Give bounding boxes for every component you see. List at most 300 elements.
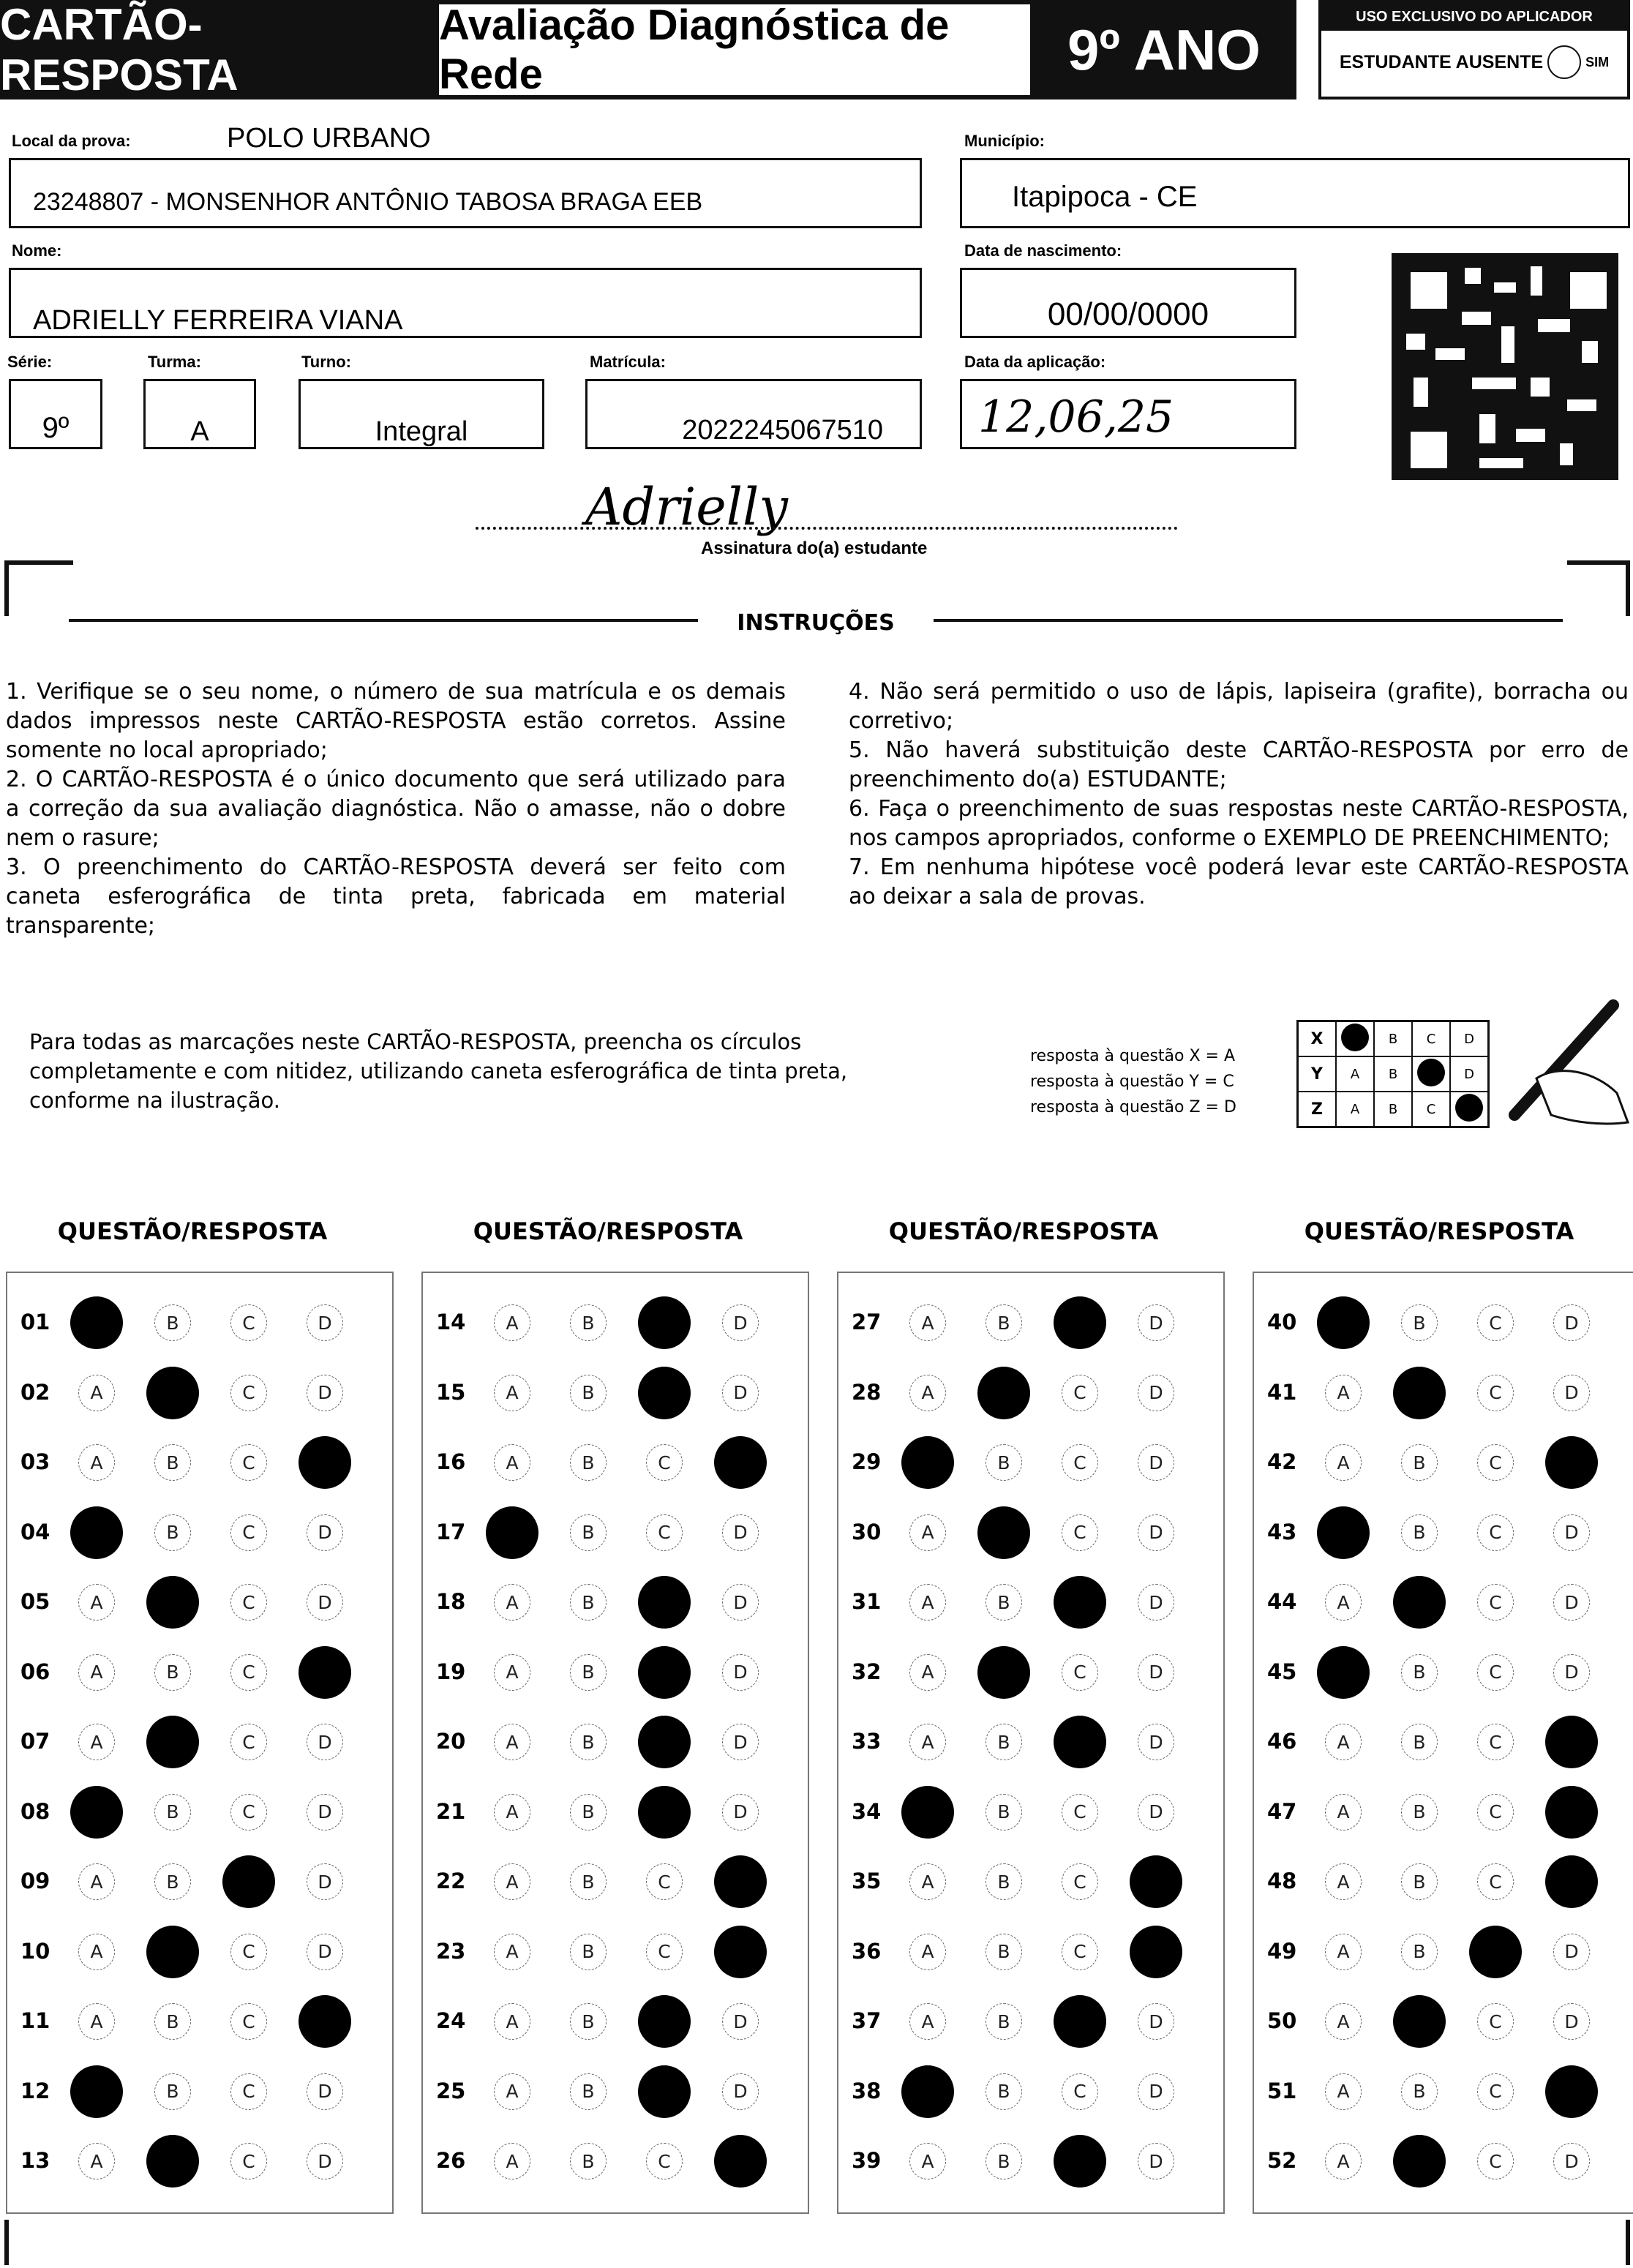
answer-bubble[interactable]: A bbox=[78, 2003, 115, 2040]
answer-bubble-filled[interactable] bbox=[1317, 1646, 1370, 1699]
answer-bubble-filled[interactable] bbox=[146, 1367, 199, 1419]
answer-bubble-filled[interactable] bbox=[70, 1506, 123, 1559]
answer-bubble-filled[interactable] bbox=[901, 1436, 954, 1489]
answer-bubble-filled[interactable] bbox=[1469, 1926, 1522, 1978]
question-number: 21 bbox=[436, 1798, 466, 1824]
answer-bubble[interactable]: B bbox=[154, 2073, 191, 2110]
answer-bubble-filled[interactable] bbox=[638, 1995, 691, 2048]
answer-bubble[interactable]: B bbox=[986, 2143, 1022, 2179]
aplicacao-value: 12,06,25 bbox=[978, 391, 1174, 443]
question-number: 22 bbox=[436, 1869, 466, 1893]
answer-bubble[interactable]: B bbox=[986, 1934, 1022, 1970]
question-number: 41 bbox=[1267, 1379, 1297, 1405]
answer-bubble[interactable]: D bbox=[1553, 1304, 1590, 1341]
answer-bubble-filled[interactable] bbox=[1393, 2135, 1446, 2188]
answer-bubble-filled[interactable] bbox=[1130, 1855, 1182, 1908]
example-question: X bbox=[1298, 1021, 1337, 1057]
answer-bubble[interactable]: D bbox=[722, 1514, 759, 1551]
answer-row bbox=[7, 1288, 392, 1358]
answer-bubble[interactable]: A bbox=[1325, 1584, 1362, 1621]
answer-bubble[interactable]: C bbox=[646, 1863, 683, 1900]
answer-bubble[interactable]: C bbox=[230, 1444, 267, 1481]
answer-bubble[interactable]: B bbox=[154, 1444, 191, 1481]
example-option: D bbox=[1450, 1056, 1489, 1092]
answer-bubble[interactable]: A bbox=[494, 2143, 530, 2179]
answer-bubble[interactable]: C bbox=[230, 1514, 267, 1551]
answer-bubble[interactable]: D bbox=[1138, 1654, 1174, 1691]
answer-bubble[interactable]: C bbox=[230, 1654, 267, 1691]
answer-bubble-filled[interactable] bbox=[146, 1716, 199, 1768]
answer-bubble[interactable]: C bbox=[1477, 1304, 1514, 1341]
answer-bubble[interactable]: C bbox=[1062, 1514, 1098, 1551]
answer-bubble-filled[interactable] bbox=[714, 1436, 767, 1489]
answer-row bbox=[7, 1567, 392, 1637]
answer-bubble[interactable]: D bbox=[1138, 2073, 1174, 2110]
answer-bubble[interactable]: D bbox=[1553, 1654, 1590, 1691]
answer-bubble[interactable]: A bbox=[494, 1934, 530, 1970]
answer-bubble[interactable]: B bbox=[1401, 1444, 1438, 1481]
answer-row bbox=[1254, 1567, 1633, 1637]
answer-bubble[interactable]: B bbox=[1401, 1934, 1438, 1970]
example-option: A bbox=[1336, 1092, 1374, 1127]
pen-illustration bbox=[1493, 998, 1632, 1152]
answer-bubble[interactable]: C bbox=[1477, 2073, 1514, 2110]
question-number: 31 bbox=[852, 1589, 882, 1614]
answer-bubble[interactable]: A bbox=[494, 2003, 530, 2040]
answer-bubble[interactable]: B bbox=[570, 1584, 607, 1621]
fill-note: Para todas as marcações neste CARTÃO-RESPOSTA, preencha os círculos completamente e com nitidez, utilizando caneta esferográfica de tinta preta, conforme na ilustração. bbox=[29, 1029, 848, 1113]
answer-row bbox=[838, 1567, 1223, 1637]
instruction-7: 7. Em nenhuma hipótese você poderá levar este CARTÃO-RESPOSTA ao deixar a sala de provas. bbox=[849, 855, 1629, 909]
answer-bubble[interactable]: B bbox=[570, 1514, 607, 1551]
question-number: 09 bbox=[20, 1869, 50, 1893]
matricula-label: Matrícula: bbox=[590, 353, 666, 371]
answer-bubble[interactable]: D bbox=[722, 1375, 759, 1411]
answer-bubble[interactable]: B bbox=[986, 1584, 1022, 1621]
answer-bubble[interactable]: D bbox=[307, 1794, 343, 1830]
answer-bubble-filled[interactable] bbox=[1545, 2065, 1598, 2118]
answer-bubble[interactable]: A bbox=[909, 1584, 946, 1621]
answer-bubble[interactable]: B bbox=[1401, 1654, 1438, 1691]
answer-bubble[interactable]: A bbox=[1325, 2073, 1362, 2110]
answer-bubble[interactable]: D bbox=[307, 1375, 343, 1411]
answer-row bbox=[7, 1777, 392, 1847]
example-filled-bubble bbox=[1412, 1056, 1450, 1092]
answer-row bbox=[423, 1917, 808, 1987]
example-option: C bbox=[1412, 1092, 1450, 1127]
answer-bubble[interactable]: A bbox=[909, 2143, 946, 2179]
answer-bubble[interactable]: B bbox=[1401, 1794, 1438, 1830]
answer-bubble-filled[interactable] bbox=[714, 1926, 767, 1978]
answer-bubble-filled[interactable] bbox=[1545, 1855, 1598, 1908]
answer-bubble[interactable]: A bbox=[1325, 1863, 1362, 1900]
turno-label: Turno: bbox=[301, 353, 352, 371]
answer-bubble[interactable]: A bbox=[78, 1654, 115, 1691]
question-number: 51 bbox=[1267, 2078, 1297, 2103]
question-number: 39 bbox=[852, 2148, 882, 2173]
answer-bubble[interactable]: C bbox=[1477, 2003, 1514, 2040]
instructions-left bbox=[6, 677, 786, 941]
answer-bubble-filled[interactable] bbox=[638, 1786, 691, 1839]
answer-bubble-filled[interactable] bbox=[1393, 1995, 1446, 2048]
answer-grid bbox=[421, 1272, 809, 2214]
signature-line bbox=[476, 527, 1178, 530]
answer-row bbox=[1254, 2126, 1633, 2196]
answer-bubble[interactable]: B bbox=[986, 1863, 1022, 1900]
question-number: 46 bbox=[1267, 1729, 1297, 1754]
answer-bubble-filled[interactable] bbox=[222, 1855, 275, 1908]
answer-bubble-filled[interactable] bbox=[1054, 2135, 1106, 2188]
answer-bubble[interactable]: A bbox=[1325, 1794, 1362, 1830]
grid-title: QUESTÃO/RESPOSTA bbox=[888, 1217, 1159, 1245]
example-option: D bbox=[1450, 1021, 1489, 1057]
answer-bubble[interactable]: C bbox=[1477, 1863, 1514, 1900]
answer-bubble[interactable]: B bbox=[570, 1863, 607, 1900]
example-captions bbox=[1030, 1043, 1236, 1120]
answer-bubble[interactable]: C bbox=[230, 2073, 267, 2110]
answer-bubble[interactable]: A bbox=[494, 1375, 530, 1411]
turno-field bbox=[299, 379, 544, 449]
answer-bubble[interactable]: A bbox=[909, 1375, 946, 1411]
answer-bubble[interactable]: D bbox=[1553, 1375, 1590, 1411]
question-number: 13 bbox=[20, 2148, 50, 2173]
answer-bubble[interactable]: D bbox=[307, 1724, 343, 1760]
answer-bubble[interactable]: A bbox=[494, 1724, 530, 1760]
instructions-right bbox=[849, 677, 1629, 912]
answer-row bbox=[838, 1358, 1223, 1428]
answer-row bbox=[838, 1777, 1223, 1847]
answer-bubble[interactable]: C bbox=[230, 1304, 267, 1341]
answer-row bbox=[7, 1498, 392, 1568]
answer-bubble[interactable]: C bbox=[230, 1934, 267, 1970]
turno-value: Integral bbox=[375, 416, 468, 447]
answer-bubble[interactable]: D bbox=[1553, 1584, 1590, 1621]
answer-bubble[interactable]: A bbox=[1325, 2143, 1362, 2179]
answer-bubble-filled[interactable] bbox=[901, 1786, 954, 1839]
answer-bubble[interactable]: D bbox=[1138, 1724, 1174, 1760]
answer-bubble[interactable]: A bbox=[1325, 1375, 1362, 1411]
answer-bubble[interactable]: C bbox=[1062, 1863, 1098, 1900]
answer-row bbox=[1254, 1847, 1633, 1917]
instructions-rule bbox=[69, 619, 698, 622]
answer-bubble[interactable]: B bbox=[570, 1304, 607, 1341]
turma-field bbox=[143, 379, 256, 449]
answer-bubble-filled[interactable] bbox=[714, 2135, 767, 2188]
example-caption-x: resposta à questão X = A bbox=[1030, 1047, 1236, 1065]
answer-bubble[interactable]: D bbox=[1138, 2143, 1174, 2179]
answer-bubble[interactable]: A bbox=[494, 1444, 530, 1481]
answer-bubble[interactable]: A bbox=[1325, 2003, 1362, 2040]
answer-bubble[interactable]: B bbox=[154, 1304, 191, 1341]
answer-bubble[interactable]: A bbox=[494, 1584, 530, 1621]
answer-bubble-filled[interactable] bbox=[1054, 1716, 1106, 1768]
answer-bubble[interactable]: B bbox=[986, 1724, 1022, 1760]
answer-bubble-filled[interactable] bbox=[638, 1296, 691, 1349]
answer-row bbox=[423, 1567, 808, 1637]
answer-bubble[interactable]: C bbox=[230, 1375, 267, 1411]
answer-bubble[interactable]: A bbox=[78, 1375, 115, 1411]
answer-bubble[interactable]: C bbox=[230, 2003, 267, 2040]
answer-bubble-filled[interactable] bbox=[70, 1786, 123, 1839]
answer-bubble[interactable]: A bbox=[909, 1654, 946, 1691]
answer-bubble[interactable]: B bbox=[570, 2143, 607, 2179]
answer-bubble[interactable]: C bbox=[1062, 2073, 1098, 2110]
grade-label: 9º ANO bbox=[1032, 0, 1296, 99]
answer-bubble[interactable]: D bbox=[1138, 2003, 1174, 2040]
answer-bubble[interactable]: D bbox=[1553, 1934, 1590, 1970]
answer-bubble[interactable]: B bbox=[570, 1934, 607, 1970]
answer-bubble[interactable]: A bbox=[494, 1863, 530, 1900]
answer-bubble[interactable]: D bbox=[722, 2003, 759, 2040]
answer-bubble[interactable]: D bbox=[307, 2143, 343, 2179]
answer-bubble[interactable]: B bbox=[154, 2003, 191, 2040]
answer-grid bbox=[837, 1272, 1225, 2214]
question-number: 33 bbox=[852, 1729, 882, 1754]
question-number: 26 bbox=[436, 2148, 466, 2173]
example-option: C bbox=[1412, 1021, 1450, 1057]
question-number: 27 bbox=[852, 1310, 882, 1334]
answer-bubble[interactable]: B bbox=[570, 1724, 607, 1760]
answer-bubble[interactable]: C bbox=[1062, 1794, 1098, 1830]
nascimento-label: Data de nascimento: bbox=[964, 241, 1122, 260]
municipio-value: Itapipoca - CE bbox=[1012, 181, 1198, 213]
answer-bubble[interactable]: B bbox=[154, 1794, 191, 1830]
matricula-field bbox=[585, 379, 922, 449]
example-filled-bubble bbox=[1450, 1092, 1489, 1127]
answer-row bbox=[423, 2057, 808, 2127]
answer-bubble[interactable]: A bbox=[494, 1794, 530, 1830]
answer-bubble-filled[interactable] bbox=[1317, 1296, 1370, 1349]
school-field bbox=[9, 158, 922, 228]
answer-bubble[interactable]: C bbox=[646, 1444, 683, 1481]
question-number: 32 bbox=[852, 1659, 882, 1684]
answer-bubble[interactable]: C bbox=[1477, 1444, 1514, 1481]
answer-bubble[interactable]: C bbox=[1477, 1654, 1514, 1691]
answer-bubble-filled[interactable] bbox=[638, 1576, 691, 1629]
answer-bubble[interactable]: D bbox=[722, 2073, 759, 2110]
local-value: POLO URBANO bbox=[227, 123, 431, 154]
answer-bubble-filled[interactable] bbox=[146, 2135, 199, 2188]
answer-bubble[interactable]: D bbox=[1138, 1444, 1174, 1481]
answer-bubble[interactable]: C bbox=[1477, 1584, 1514, 1621]
answer-bubble[interactable]: D bbox=[722, 1724, 759, 1760]
answer-bubble[interactable]: A bbox=[1325, 1724, 1362, 1760]
answer-bubble[interactable]: B bbox=[986, 1304, 1022, 1341]
answer-bubble[interactable]: D bbox=[307, 2073, 343, 2110]
answer-bubble[interactable]: B bbox=[154, 1654, 191, 1691]
example-option: A bbox=[1336, 1056, 1374, 1092]
answer-bubble[interactable]: A bbox=[78, 1444, 115, 1481]
answer-bubble[interactable]: B bbox=[570, 2003, 607, 2040]
question-number: 10 bbox=[20, 1938, 50, 1964]
answer-bubble[interactable]: D bbox=[307, 1863, 343, 1900]
answer-bubble[interactable]: D bbox=[1553, 1514, 1590, 1551]
answer-bubble[interactable]: B bbox=[986, 2073, 1022, 2110]
answer-bubble-filled[interactable] bbox=[977, 1367, 1030, 1419]
answer-bubble[interactable]: B bbox=[570, 1375, 607, 1411]
answer-bubble[interactable]: A bbox=[909, 2003, 946, 2040]
answer-bubble[interactable]: C bbox=[1062, 1654, 1098, 1691]
answer-bubble[interactable]: B bbox=[1401, 1863, 1438, 1900]
answer-bubble[interactable]: D bbox=[722, 1584, 759, 1621]
answer-bubble[interactable]: A bbox=[78, 2143, 115, 2179]
corner-mark bbox=[1567, 560, 1630, 616]
answer-bubble[interactable]: D bbox=[722, 1304, 759, 1341]
answer-bubble-filled[interactable] bbox=[638, 1367, 691, 1419]
answer-bubble[interactable]: A bbox=[909, 1934, 946, 1970]
answer-bubble[interactable]: C bbox=[230, 1794, 267, 1830]
absent-checkbox[interactable] bbox=[1547, 45, 1581, 79]
answer-row bbox=[1254, 1288, 1633, 1358]
answer-row bbox=[7, 2126, 392, 2196]
answer-row bbox=[838, 1917, 1223, 1987]
answer-bubble-filled[interactable] bbox=[1545, 1436, 1598, 1489]
instructions-rule bbox=[934, 619, 1563, 622]
answer-bubble-filled[interactable] bbox=[146, 1926, 199, 1978]
answer-bubble[interactable]: D bbox=[1138, 1375, 1174, 1411]
answer-bubble-filled[interactable] bbox=[1545, 1786, 1598, 1839]
answer-bubble[interactable]: D bbox=[307, 1514, 343, 1551]
answer-row bbox=[1254, 1707, 1633, 1777]
answer-bubble[interactable]: A bbox=[494, 1654, 530, 1691]
serie-value: 9º bbox=[42, 412, 70, 444]
answer-bubble[interactable]: C bbox=[230, 2143, 267, 2179]
answer-row bbox=[1254, 1917, 1633, 1987]
answer-bubble[interactable]: C bbox=[1477, 1375, 1514, 1411]
answer-bubble[interactable]: A bbox=[909, 1863, 946, 1900]
answer-bubble[interactable]: D bbox=[1138, 1304, 1174, 1341]
answer-bubble[interactable]: A bbox=[78, 1724, 115, 1760]
answer-bubble[interactable]: A bbox=[1325, 1934, 1362, 1970]
answer-bubble[interactable]: B bbox=[570, 2073, 607, 2110]
answer-bubble[interactable]: B bbox=[1401, 2073, 1438, 2110]
answer-bubble[interactable]: A bbox=[909, 1724, 946, 1760]
nome-label: Nome: bbox=[12, 241, 62, 260]
answer-bubble-filled[interactable] bbox=[70, 1296, 123, 1349]
answer-bubble[interactable]: A bbox=[494, 2073, 530, 2110]
serie-label: Série: bbox=[7, 353, 53, 371]
answer-bubble[interactable]: C bbox=[1062, 1375, 1098, 1411]
answer-bubble-filled[interactable] bbox=[638, 1646, 691, 1699]
answer-bubble-filled[interactable] bbox=[1393, 1367, 1446, 1419]
answer-bubble-filled[interactable] bbox=[1054, 1995, 1106, 2048]
answer-bubble-filled[interactable] bbox=[1317, 1506, 1370, 1559]
answer-bubble[interactable]: A bbox=[909, 1514, 946, 1551]
answer-row bbox=[423, 1427, 808, 1498]
answer-bubble-filled[interactable] bbox=[1054, 1576, 1106, 1629]
answer-bubble[interactable]: B bbox=[986, 1444, 1022, 1481]
answer-bubble[interactable]: A bbox=[78, 1934, 115, 1970]
answer-bubble[interactable]: D bbox=[722, 1654, 759, 1691]
answer-bubble[interactable]: D bbox=[1553, 2003, 1590, 2040]
answer-bubble[interactable]: A bbox=[1325, 1444, 1362, 1481]
answer-bubble[interactable]: B bbox=[570, 1794, 607, 1830]
answer-bubble[interactable]: B bbox=[1401, 1304, 1438, 1341]
answer-bubble-filled[interactable] bbox=[70, 2065, 123, 2118]
answer-bubble[interactable]: A bbox=[78, 1584, 115, 1621]
answer-row bbox=[423, 2126, 808, 2196]
question-number: 28 bbox=[852, 1379, 882, 1405]
answer-bubble[interactable]: D bbox=[1138, 1584, 1174, 1621]
answer-bubble-filled[interactable] bbox=[638, 2065, 691, 2118]
answer-bubble[interactable]: C bbox=[1477, 1514, 1514, 1551]
nome-value: ADRIELLY FERREIRA VIANA bbox=[33, 305, 403, 336]
answer-row bbox=[423, 1847, 808, 1917]
answer-bubble-filled[interactable] bbox=[299, 1995, 351, 2048]
answer-bubble[interactable]: B bbox=[570, 1654, 607, 1691]
answer-row bbox=[7, 1986, 392, 2057]
answer-bubble[interactable]: D bbox=[307, 1934, 343, 1970]
answer-bubble[interactable]: C bbox=[646, 1514, 683, 1551]
answer-row bbox=[423, 1637, 808, 1708]
example-option: B bbox=[1374, 1021, 1412, 1057]
question-number: 15 bbox=[436, 1379, 466, 1405]
corner-mark bbox=[4, 560, 73, 616]
answer-bubble-filled[interactable] bbox=[1130, 1926, 1182, 1978]
answer-bubble-filled[interactable] bbox=[1054, 1296, 1106, 1349]
filled-dot bbox=[1341, 1024, 1369, 1051]
question-number: 40 bbox=[1267, 1310, 1297, 1334]
example-row bbox=[1298, 1021, 1489, 1057]
answer-bubble-filled[interactable] bbox=[714, 1855, 767, 1908]
qr-code bbox=[1392, 253, 1618, 480]
answer-bubble[interactable]: C bbox=[1477, 2143, 1514, 2179]
answer-bubble[interactable]: D bbox=[722, 1794, 759, 1830]
answer-bubble[interactable]: A bbox=[78, 1863, 115, 1900]
answer-bubble-filled[interactable] bbox=[1393, 1576, 1446, 1629]
answer-bubble[interactable]: D bbox=[307, 1304, 343, 1341]
answer-bubble[interactable]: B bbox=[154, 1514, 191, 1551]
answer-bubble-filled[interactable] bbox=[977, 1506, 1030, 1559]
question-number: 06 bbox=[20, 1659, 50, 1684]
aplicacao-field bbox=[960, 379, 1296, 449]
answer-row bbox=[838, 1637, 1223, 1708]
aplicacao-label: Data da aplicação: bbox=[964, 353, 1106, 371]
answer-bubble[interactable]: D bbox=[1553, 2143, 1590, 2179]
answer-bubble[interactable]: C bbox=[1062, 1934, 1098, 1970]
answer-bubble-filled[interactable] bbox=[977, 1646, 1030, 1699]
answer-row bbox=[423, 1498, 808, 1568]
answer-row bbox=[7, 1707, 392, 1777]
answer-bubble[interactable]: B bbox=[1401, 1514, 1438, 1551]
answer-bubble[interactable]: D bbox=[307, 1584, 343, 1621]
answer-bubble[interactable]: B bbox=[570, 1444, 607, 1481]
answer-bubble-filled[interactable] bbox=[901, 2065, 954, 2118]
answer-bubble[interactable]: B bbox=[1401, 1724, 1438, 1760]
answer-bubble-filled[interactable] bbox=[146, 1576, 199, 1629]
answer-bubble-filled[interactable] bbox=[638, 1716, 691, 1768]
answer-bubble[interactable]: D bbox=[1138, 1514, 1174, 1551]
answer-bubble[interactable]: C bbox=[230, 1724, 267, 1760]
answer-bubble-filled[interactable] bbox=[299, 1436, 351, 1489]
answer-bubble[interactable]: C bbox=[1477, 1724, 1514, 1760]
answer-bubble[interactable]: A bbox=[494, 1304, 530, 1341]
answer-bubble[interactable]: C bbox=[646, 2143, 683, 2179]
answer-bubble[interactable]: D bbox=[1138, 1794, 1174, 1830]
answer-bubble-filled[interactable] bbox=[486, 1506, 538, 1559]
answer-bubble[interactable]: A bbox=[909, 1304, 946, 1341]
answer-bubble[interactable]: B bbox=[986, 2003, 1022, 2040]
answer-bubble[interactable]: C bbox=[1062, 1444, 1098, 1481]
answer-bubble-filled[interactable] bbox=[1545, 1716, 1598, 1768]
answer-bubble[interactable]: B bbox=[154, 1863, 191, 1900]
answer-bubble[interactable]: C bbox=[230, 1584, 267, 1621]
question-number: 02 bbox=[20, 1379, 50, 1405]
answer-bubble-filled[interactable] bbox=[299, 1646, 351, 1699]
answer-bubble[interactable]: B bbox=[986, 1794, 1022, 1830]
answer-bubble[interactable]: C bbox=[646, 1934, 683, 1970]
answer-bubble[interactable]: C bbox=[1477, 1794, 1514, 1830]
